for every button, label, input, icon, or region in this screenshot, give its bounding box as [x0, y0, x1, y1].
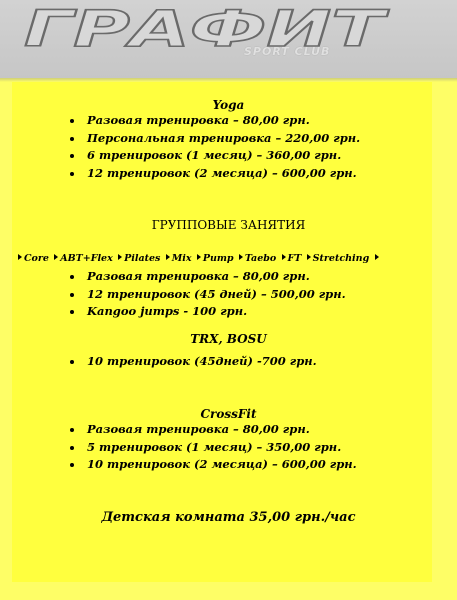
bullet-icon — [70, 119, 74, 123]
list-item — [0, 112, 360, 130]
list-item — [0, 303, 346, 321]
trx-price-list — [0, 353, 317, 371]
list-item — [0, 439, 357, 457]
list-item — [0, 130, 360, 148]
bullet-icon — [70, 310, 74, 314]
crossfit-title: CrossFit — [200, 407, 257, 421]
list-item — [0, 353, 317, 371]
price-item-text: 6 тренировок (1 месяц) – 360,00 грн. — [87, 148, 342, 162]
program-name: Mix — [171, 253, 192, 264]
arrow-right-icon — [307, 254, 311, 260]
arrow-right-icon — [197, 254, 201, 260]
list-item — [0, 456, 357, 474]
list-item — [0, 165, 360, 183]
bullet-icon — [70, 428, 74, 432]
yoga-title: Yoga — [212, 98, 245, 112]
program-name: ABT+Flex — [60, 253, 113, 264]
price-item-text: 12 тренировок (45 дней) – 500,00 грн. — [87, 286, 346, 301]
header-banner — [0, 0, 457, 80]
graphite-logo — [18, 0, 398, 62]
bullet-icon — [70, 463, 74, 467]
program-name: Core — [24, 253, 49, 264]
price-item-text: Разовая тренировка – 80,00 грн. — [87, 269, 310, 283]
program-name: Pump — [202, 253, 234, 264]
bullet-icon — [70, 275, 74, 279]
arrow-right-icon — [375, 254, 379, 260]
group-price-list — [0, 268, 346, 321]
price-list-content — [0, 82, 457, 600]
trx-title: TRX, BOSU — [190, 332, 267, 346]
price-item-text: 12 тренировок (2 месяца) – 600,00 грн. — [87, 165, 357, 180]
child-room-price: Детская комната 35,00 грн./час — [101, 510, 356, 525]
price-item-text: Kangoo jumps - 100 грн. — [87, 304, 248, 318]
price-item-text: Разовая тренировка – 80,00 грн. — [87, 422, 310, 436]
price-item-text: 10 тренировок (45дней) -700 грн. — [87, 354, 317, 368]
price-item-text: 5 тренировок (1 месяц) – 350,00 грн. — [87, 439, 342, 454]
group-classes-title: ГРУППОВЫЕ ЗАНЯТИЯ — [151, 218, 306, 232]
price-item-text: Персональная тренировка – 220,00 грн. — [87, 130, 361, 145]
bullet-icon — [70, 154, 74, 158]
arrow-right-icon — [282, 254, 286, 260]
program-name: Stretching — [312, 253, 370, 264]
arrow-right-icon — [118, 254, 122, 260]
bullet-icon — [70, 446, 74, 450]
list-item — [0, 286, 346, 304]
yoga-price-list — [0, 112, 360, 182]
logo-subtitle: SPORT CLUB — [244, 45, 331, 58]
list-item — [0, 421, 357, 439]
price-item-text: Разовая тренировка – 80,00 грн. — [87, 113, 310, 127]
program-name: FT — [287, 253, 302, 264]
program-name: Taebo — [244, 253, 277, 264]
bullet-icon — [70, 172, 74, 176]
list-item — [0, 147, 360, 165]
bullet-icon — [70, 293, 74, 297]
program-name: Pilates — [124, 253, 161, 264]
arrow-right-icon — [54, 254, 58, 260]
price-item-text: 10 тренировок (2 месяца) – 600,00 грн. — [87, 457, 357, 471]
list-item — [0, 268, 346, 286]
bullet-icon — [70, 360, 74, 364]
bullet-icon — [70, 137, 74, 141]
arrow-right-icon — [239, 254, 243, 260]
logo-text: ГРАФИТ — [24, 0, 391, 58]
group-program-list — [16, 253, 381, 264]
arrow-right-icon — [166, 254, 170, 260]
arrow-right-icon — [18, 254, 22, 260]
crossfit-price-list — [0, 421, 357, 474]
